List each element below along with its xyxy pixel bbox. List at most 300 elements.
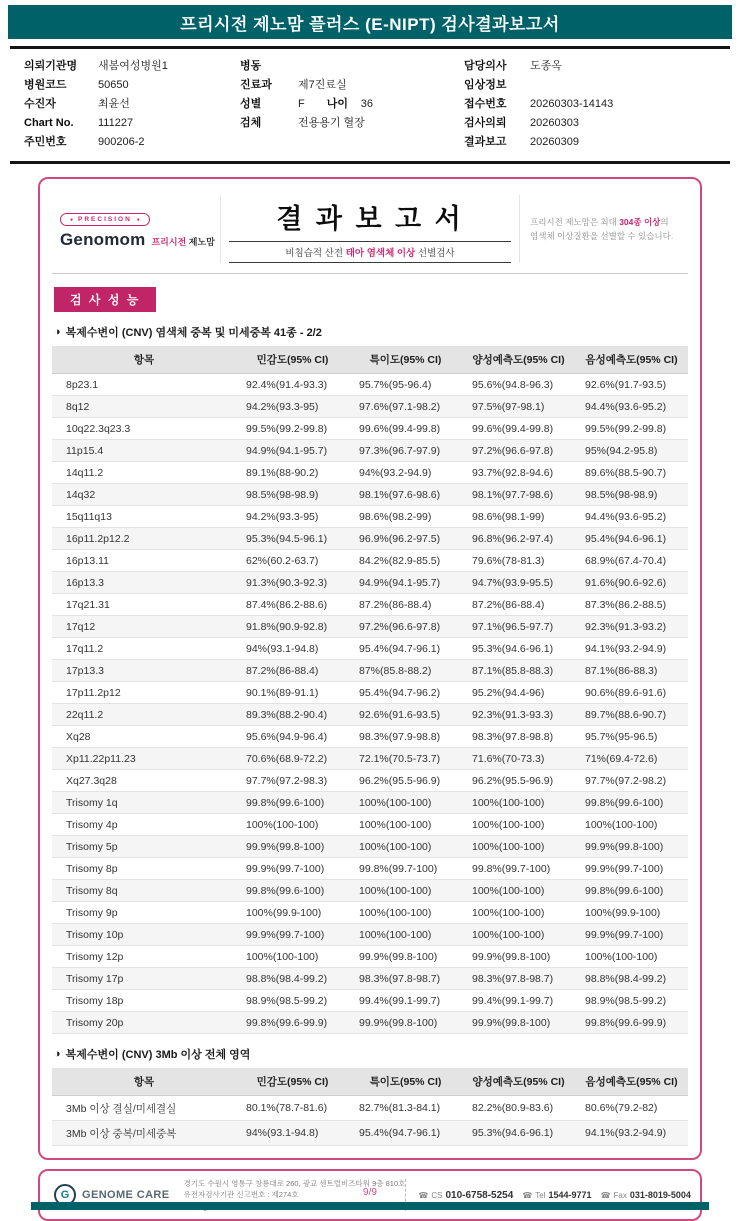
- field-label: 수진자: [24, 98, 56, 110]
- fax-icon: ☎: [600, 1190, 611, 1200]
- value-cell: 97.7%(97.2-98.3): [236, 770, 349, 792]
- value-cell: 94%(93.1-94.8): [236, 638, 349, 660]
- item-cell: 3Mb 이상 중복/미세중복: [52, 1121, 236, 1146]
- patient-info-column-3: [464, 57, 716, 152]
- table-row: [52, 902, 688, 924]
- field-value: 최윤선: [98, 98, 130, 110]
- table-row: [52, 572, 688, 594]
- value-cell: 87.3%(86.2-88.5): [575, 594, 688, 616]
- value-cell: 92.4%(91.4-93.3): [236, 374, 349, 396]
- logo-monogram: G: [60, 1189, 70, 1201]
- table-header-row: [52, 1068, 688, 1096]
- info-row: [24, 133, 240, 152]
- value-cell: 99.5%(99.2-99.8): [236, 418, 349, 440]
- column-header: 항목: [52, 346, 236, 374]
- value-cell: 100%(99.9-100): [575, 902, 688, 924]
- table-row: [52, 814, 688, 836]
- value-cell: 96.2%(95.5-96.9): [462, 770, 575, 792]
- value-cell: 87.2%(86-88.4): [236, 660, 349, 682]
- value-cell: 99.8%(99.6-99.9): [236, 1012, 349, 1034]
- value-cell: 98.3%(97.8-98.7): [349, 968, 462, 990]
- table-row: [52, 924, 688, 946]
- report-note: [520, 215, 688, 243]
- table-row: [52, 836, 688, 858]
- value-cell: 92.3%(91.3-93.2): [575, 616, 688, 638]
- value-cell: 91.6%(90.6-92.6): [575, 572, 688, 594]
- value-cell: 94.7%(93.9-95.5): [462, 572, 575, 594]
- value-cell: 100%(99.9-100): [236, 902, 349, 924]
- value-cell: 95.3%(94.6-96.1): [462, 638, 575, 660]
- value-cell: 98.3%(97.8-98.7): [462, 968, 575, 990]
- cnv-3mb-table-body: [52, 1096, 688, 1146]
- subtitle-highlight: 태아 염색체 이상: [345, 248, 416, 259]
- value-cell: 94.4%(93.6-95.2): [575, 506, 688, 528]
- value-cell: 99.9%(99.7-100): [575, 924, 688, 946]
- value-cell: 99.8%(99.6-100): [575, 792, 688, 814]
- value-cell: 91.3%(90.3-92.3): [236, 572, 349, 594]
- value-cell: 96.9%(96.2-97.5): [349, 528, 462, 550]
- result-report-box: [38, 177, 702, 1160]
- phone-icon: ☎: [522, 1190, 533, 1200]
- value-cell: 100%(100-100): [349, 836, 462, 858]
- value-cell: 97.2%(96.6-97.8): [349, 616, 462, 638]
- item-cell: 15q11q13: [52, 506, 236, 528]
- patient-info-column-1: [24, 57, 240, 152]
- value-cell: 99.8%(99.7-100): [462, 858, 575, 880]
- precision-badge-label: PRECISION: [78, 216, 132, 224]
- field-label: 접수번호: [464, 98, 507, 110]
- table-row: [52, 660, 688, 682]
- info-row: [464, 95, 716, 114]
- value-cell: 62%(60.2-63.7): [236, 550, 349, 572]
- table-row: [52, 682, 688, 704]
- value-cell: 97.7%(97.2-98.2): [575, 770, 688, 792]
- info-row: [464, 57, 716, 76]
- column-header: 양성예측도(95% CI): [462, 346, 575, 374]
- table-row: [52, 880, 688, 902]
- table-row: [52, 1012, 688, 1034]
- field-value: 20260303: [530, 117, 579, 129]
- item-cell: Trisomy 17p: [52, 968, 236, 990]
- item-cell: Trisomy 4p: [52, 814, 236, 836]
- item-cell: 8p23.1: [52, 374, 236, 396]
- value-cell: 87.1%(86-88.3): [575, 660, 688, 682]
- field-label: 나이: [326, 98, 348, 110]
- item-cell: 14q11.2: [52, 462, 236, 484]
- value-cell: 68.9%(67.4-70.4): [575, 550, 688, 572]
- value-cell: 98.8%(98.4-99.2): [236, 968, 349, 990]
- value-cell: 94%(93.1-94.8): [236, 1121, 349, 1146]
- column-header: 음성예측도(95% CI): [575, 346, 688, 374]
- value-cell: 100%(100-100): [462, 814, 575, 836]
- half-circle-bullet-icon: ◑: [54, 325, 61, 338]
- item-cell: 11p15.4: [52, 440, 236, 462]
- value-cell: 100%(100-100): [349, 792, 462, 814]
- value-cell: 95.4%(94.7-96.1): [349, 1121, 462, 1146]
- report-main-title: 결 과 보 고 서: [276, 204, 464, 234]
- cnv-3mb-table-title: [54, 1046, 686, 1062]
- info-row: [24, 76, 240, 95]
- cnv-table-body: [52, 374, 688, 1034]
- value-cell: 97.3%(96.7-97.9): [349, 440, 462, 462]
- report-header: [52, 187, 688, 274]
- table-row: [52, 506, 688, 528]
- field-value: 36: [360, 98, 373, 110]
- value-cell: 91.8%(90.9-92.8): [236, 616, 349, 638]
- field-label: 임상정보: [464, 79, 507, 91]
- table-row: [52, 968, 688, 990]
- value-cell: 94.9%(94.1-95.7): [236, 440, 349, 462]
- value-cell: 100%(100-100): [236, 946, 349, 968]
- item-cell: Xp11.22p11.23: [52, 748, 236, 770]
- brand-line: [60, 230, 220, 250]
- field-value: 전용용기 혈장: [298, 117, 365, 129]
- item-cell: Trisomy 5p: [52, 836, 236, 858]
- value-cell: 100%(100-100): [462, 836, 575, 858]
- value-cell: 94.4%(93.6-95.2): [575, 396, 688, 418]
- value-cell: 95.4%(94.7-96.2): [349, 682, 462, 704]
- value-cell: 99.6%(99.4-99.8): [462, 418, 575, 440]
- value-cell: 89.6%(88.5-90.7): [575, 462, 688, 484]
- table-header-row: [52, 346, 688, 374]
- table-row: [52, 462, 688, 484]
- half-circle-bullet-icon: ◑: [54, 1047, 61, 1060]
- table-row: [52, 990, 688, 1012]
- value-cell: 82.2%(80.9-83.6): [462, 1096, 575, 1121]
- value-cell: 97.6%(97.1-98.2): [349, 396, 462, 418]
- brand-korean-name: [151, 235, 214, 248]
- value-cell: 87.2%(86-88.4): [349, 594, 462, 616]
- value-cell: 95.2%(94.4-96): [462, 682, 575, 704]
- column-header: 양성예측도(95% CI): [462, 1068, 575, 1096]
- genomom-logo: [52, 208, 220, 251]
- field-label: 성별: [240, 98, 262, 110]
- value-cell: 97.5%(97-98.1): [462, 396, 575, 418]
- value-cell: 94.1%(93.2-94.9): [575, 1121, 688, 1146]
- info-row: [24, 95, 240, 114]
- license-number: 유전자검사기관 신고번호 : 제274호: [183, 1190, 299, 1200]
- value-cell: 80.6%(79.2-82): [575, 1096, 688, 1121]
- value-cell: 95.3%(94.6-96.1): [462, 1121, 575, 1146]
- value-cell: 100%(100-100): [462, 924, 575, 946]
- value-cell: 100%(100-100): [349, 924, 462, 946]
- item-cell: 16p13.3: [52, 572, 236, 594]
- subtitle-suffix: 선별검사: [415, 248, 455, 259]
- info-row: [464, 114, 716, 133]
- value-cell: 89.1%(88-90.2): [236, 462, 349, 484]
- phone-icon: ☎: [418, 1190, 429, 1200]
- cs-label: CS: [431, 1190, 443, 1200]
- info-row: [24, 114, 240, 133]
- column-header: 민감도(95% CI): [236, 1068, 349, 1096]
- item-cell: 17q11.2: [52, 638, 236, 660]
- value-cell: 97.2%(96.6-97.8): [462, 440, 575, 462]
- value-cell: 99.6%(99.4-99.8): [349, 418, 462, 440]
- field-label: 검체: [240, 117, 262, 129]
- value-cell: 100%(100-100): [349, 902, 462, 924]
- column-header: 음성예측도(95% CI): [575, 1068, 688, 1096]
- table-row: [52, 484, 688, 506]
- value-cell: 71.6%(70-73.3): [462, 748, 575, 770]
- value-cell: 99.9%(99.8-100): [462, 1012, 575, 1034]
- table-row: [52, 638, 688, 660]
- value-cell: 87%(85.8-88.2): [349, 660, 462, 682]
- cnv-table-title: [54, 324, 686, 340]
- item-cell: 17q12: [52, 616, 236, 638]
- value-cell: 99.8%(99.6-100): [575, 880, 688, 902]
- item-cell: Xq27.3q28: [52, 770, 236, 792]
- value-cell: 98.5%(98-98.9): [575, 484, 688, 506]
- value-cell: 98.9%(98.5-99.2): [236, 990, 349, 1012]
- value-cell: 100%(100-100): [575, 946, 688, 968]
- field-value: 제7진료실: [298, 79, 347, 91]
- value-cell: 99.9%(99.8-100): [462, 946, 575, 968]
- info-row: [24, 57, 240, 76]
- value-cell: 95.6%(94.8-96.3): [462, 374, 575, 396]
- value-cell: 95.7%(95-96.5): [575, 726, 688, 748]
- value-cell: 90.1%(89-91.1): [236, 682, 349, 704]
- field-value: 20260309: [530, 136, 579, 148]
- table-row: [52, 396, 688, 418]
- value-cell: 99.5%(99.2-99.8): [575, 418, 688, 440]
- company-address: 경기도 수원시 영통구 창룡대로 260, 광교 센트럴비즈타워 9층 810호: [183, 1178, 406, 1188]
- value-cell: 99.8%(99.6-100): [236, 880, 349, 902]
- tel-label: Tel: [535, 1190, 546, 1200]
- table-row: [52, 616, 688, 638]
- table-row: [52, 418, 688, 440]
- field-value: F: [298, 98, 305, 110]
- page-title: 프리시전 제노맘 플러스 (E-NIPT) 검사결과보고서: [180, 14, 560, 34]
- field-label: 결과보고: [464, 136, 507, 148]
- value-cell: 98.6%(98.1-99): [462, 506, 575, 528]
- item-cell: Trisomy 10p: [52, 924, 236, 946]
- value-cell: 99.8%(99.6-100): [236, 792, 349, 814]
- value-cell: 79.6%(78-81.3): [462, 550, 575, 572]
- value-cell: 94.2%(93.3-95): [236, 506, 349, 528]
- value-cell: 92.6%(91.7-93.5): [575, 374, 688, 396]
- field-value: 900206-2: [98, 136, 145, 148]
- field-value: 새봄여성병원1: [98, 60, 168, 72]
- item-cell: Trisomy 9p: [52, 902, 236, 924]
- report-title-block: [220, 195, 520, 263]
- value-cell: 89.7%(88.6-90.7): [575, 704, 688, 726]
- cnv-table-title-text: 복제수변이 (CNV) 염색체 중복 및 미세중복 41종 - 2/2: [65, 327, 322, 339]
- value-cell: 90.6%(89.6-91.6): [575, 682, 688, 704]
- field-label: 병동: [240, 60, 262, 72]
- cnv-3mb-performance-table: [52, 1068, 688, 1146]
- item-cell: Trisomy 1q: [52, 792, 236, 814]
- brand-name: Genomom: [60, 230, 146, 250]
- field-label: 진료과: [240, 79, 272, 91]
- report-subtitle: [229, 241, 511, 263]
- note-mid: 의: [660, 216, 669, 227]
- section-label-test-performance: 검 사 성 능: [54, 287, 156, 312]
- value-cell: 95.3%(94.5-96.1): [236, 528, 349, 550]
- value-cell: 100%(100-100): [349, 814, 462, 836]
- value-cell: 99.8%(99.6-99.9): [575, 1012, 688, 1034]
- badge-dot-icon: ●: [136, 216, 140, 223]
- info-row: [240, 95, 464, 114]
- value-cell: 94.1%(93.2-94.9): [575, 638, 688, 660]
- field-value: 20260303-14143: [530, 98, 614, 110]
- badge-dot-icon: ●: [70, 216, 74, 223]
- value-cell: 99.9%(99.8-100): [575, 836, 688, 858]
- value-cell: 99.8%(99.7-100): [349, 858, 462, 880]
- item-cell: 17p11.2p12: [52, 682, 236, 704]
- value-cell: 100%(100-100): [462, 880, 575, 902]
- brand-kr-precision: 프리시전: [151, 237, 187, 248]
- value-cell: 99.9%(99.8-100): [236, 836, 349, 858]
- column-header: 민감도(95% CI): [236, 346, 349, 374]
- table-row: [52, 770, 688, 792]
- genome-care-logo-text: GENOME CARE: [82, 1189, 170, 1201]
- value-cell: 95.4%(94.6-96.1): [575, 528, 688, 550]
- info-row: [240, 114, 464, 133]
- value-cell: 100%(100-100): [349, 880, 462, 902]
- table-row: [52, 1121, 688, 1146]
- value-cell: 99.9%(99.8-100): [349, 946, 462, 968]
- value-cell: 100%(100-100): [462, 902, 575, 924]
- bottom-accent-bar: [31, 1202, 709, 1210]
- table-row: [52, 946, 688, 968]
- value-cell: 100%(100-100): [462, 792, 575, 814]
- column-header: 항목: [52, 1068, 236, 1096]
- value-cell: 84.2%(82.9-85.5): [349, 550, 462, 572]
- value-cell: 95%(94.2-95.8): [575, 440, 688, 462]
- value-cell: 99.9%(99.7-100): [236, 858, 349, 880]
- value-cell: 87.1%(85.8-88.3): [462, 660, 575, 682]
- report-title-bar: [8, 5, 732, 39]
- value-cell: 100%(100-100): [575, 814, 688, 836]
- fax-label: Fax: [613, 1190, 627, 1200]
- field-label: 주민번호: [24, 136, 67, 148]
- value-cell: 98.6%(98.2-99): [349, 506, 462, 528]
- value-cell: 72.1%(70.5-73.7): [349, 748, 462, 770]
- patient-info-section: [10, 46, 730, 164]
- value-cell: 95.7%(95-96.4): [349, 374, 462, 396]
- table-row: [52, 792, 688, 814]
- item-cell: 22q11.2: [52, 704, 236, 726]
- table-row: [52, 528, 688, 550]
- value-cell: 87.4%(86.2-88.6): [236, 594, 349, 616]
- value-cell: 98.3%(97.9-98.8): [349, 726, 462, 748]
- item-cell: Trisomy 8p: [52, 858, 236, 880]
- column-header: 특이도(95% CI): [349, 1068, 462, 1096]
- value-cell: 87.2%(86-88.4): [462, 594, 575, 616]
- value-cell: 98.9%(98.5-99.2): [575, 990, 688, 1012]
- table-row: [52, 374, 688, 396]
- value-cell: 94%(93.2-94.9): [349, 462, 462, 484]
- fax-number: 031-8019-5004: [629, 1190, 691, 1200]
- item-cell: 17q21.31: [52, 594, 236, 616]
- field-label: 검사의뢰: [464, 117, 507, 129]
- value-cell: 97.1%(96.5-97.7): [462, 616, 575, 638]
- value-cell: 96.2%(95.5-96.9): [349, 770, 462, 792]
- value-cell: 71%(69.4-72.6): [575, 748, 688, 770]
- note-line2: 염색체 이상질환을 선별할 수 있습니다.: [530, 231, 674, 241]
- field-label: 의뢰기관명: [24, 60, 78, 72]
- table-row: [52, 748, 688, 770]
- item-cell: 10q22.3q23.3: [52, 418, 236, 440]
- table-row: [52, 704, 688, 726]
- item-cell: Trisomy 8q: [52, 880, 236, 902]
- info-row: [464, 133, 716, 152]
- cnv-performance-table: [52, 346, 688, 1034]
- value-cell: 95.6%(94.9-96.4): [236, 726, 349, 748]
- item-cell: 8q12: [52, 396, 236, 418]
- patient-info-column-2: [240, 57, 464, 152]
- item-cell: Trisomy 20p: [52, 1012, 236, 1034]
- table-row: [52, 440, 688, 462]
- value-cell: 94.2%(93.3-95): [236, 396, 349, 418]
- value-cell: 99.9%(99.7-100): [575, 858, 688, 880]
- value-cell: 98.1%(97.6-98.6): [349, 484, 462, 506]
- value-cell: 80.1%(78.7-81.6): [236, 1096, 349, 1121]
- value-cell: 98.3%(97.8-98.8): [462, 726, 575, 748]
- value-cell: 98.1%(97.7-98.6): [462, 484, 575, 506]
- value-cell: 98.8%(98.4-99.2): [575, 968, 688, 990]
- report-page: [0, 5, 740, 1221]
- field-label: Chart No.: [24, 117, 74, 129]
- item-cell: 17p13.3: [52, 660, 236, 682]
- value-cell: 94.9%(94.1-95.7): [349, 572, 462, 594]
- info-row: [464, 76, 716, 95]
- column-header: 특이도(95% CI): [349, 346, 462, 374]
- cnv-3mb-table-title-text: 복제수변이 (CNV) 3Mb 이상 전체 영역: [65, 1049, 251, 1061]
- value-cell: 100%(100-100): [236, 814, 349, 836]
- field-label: 담당의사: [464, 60, 507, 72]
- brand-kr-genomom: 제노맘: [188, 237, 215, 248]
- value-cell: 98.5%(98-98.9): [236, 484, 349, 506]
- value-cell: 92.6%(91.6-93.5): [349, 704, 462, 726]
- field-value: 111227: [98, 117, 134, 129]
- tel-number: 1544-9771: [548, 1190, 592, 1200]
- value-cell: 99.9%(99.7-100): [236, 924, 349, 946]
- subtitle-prefix: 비침습적 산전: [285, 248, 346, 259]
- cs-number: 010-6758-5254: [445, 1189, 514, 1201]
- value-cell: 70.6%(68.9-72.2): [236, 748, 349, 770]
- page-number: 9/9: [363, 1187, 377, 1198]
- value-cell: 93.7%(92.8-94.6): [462, 462, 575, 484]
- value-cell: 96.8%(96.2-97.4): [462, 528, 575, 550]
- value-cell: 99.9%(99.8-100): [349, 1012, 462, 1034]
- value-cell: 82.7%(81.3-84.1): [349, 1096, 462, 1121]
- note-prefix: 프리시전 제노맘은 최대: [530, 216, 620, 227]
- value-cell: 99.4%(99.1-99.7): [462, 990, 575, 1012]
- item-cell: Trisomy 12p: [52, 946, 236, 968]
- table-row: [52, 550, 688, 572]
- table-row: [52, 1096, 688, 1121]
- value-cell: 92.3%(91.3-93.3): [462, 704, 575, 726]
- table-row: [52, 858, 688, 880]
- table-row: [52, 726, 688, 748]
- field-value: 도종옥: [530, 60, 562, 72]
- item-cell: 3Mb 이상 결실/미세결실: [52, 1096, 236, 1121]
- info-row: [240, 76, 464, 95]
- info-row: [240, 57, 464, 76]
- item-cell: Trisomy 18p: [52, 990, 236, 1012]
- field-value: 50650: [98, 79, 129, 91]
- note-highlight: 304종 이상: [619, 216, 661, 227]
- item-cell: 16p11.2p12.2: [52, 528, 236, 550]
- table-row: [52, 594, 688, 616]
- value-cell: 99.4%(99.1-99.7): [349, 990, 462, 1012]
- item-cell: 16p13.11: [52, 550, 236, 572]
- item-cell: 14q32: [52, 484, 236, 506]
- item-cell: Xq28: [52, 726, 236, 748]
- field-label: 병원코드: [24, 79, 67, 91]
- precision-badge: [60, 213, 150, 226]
